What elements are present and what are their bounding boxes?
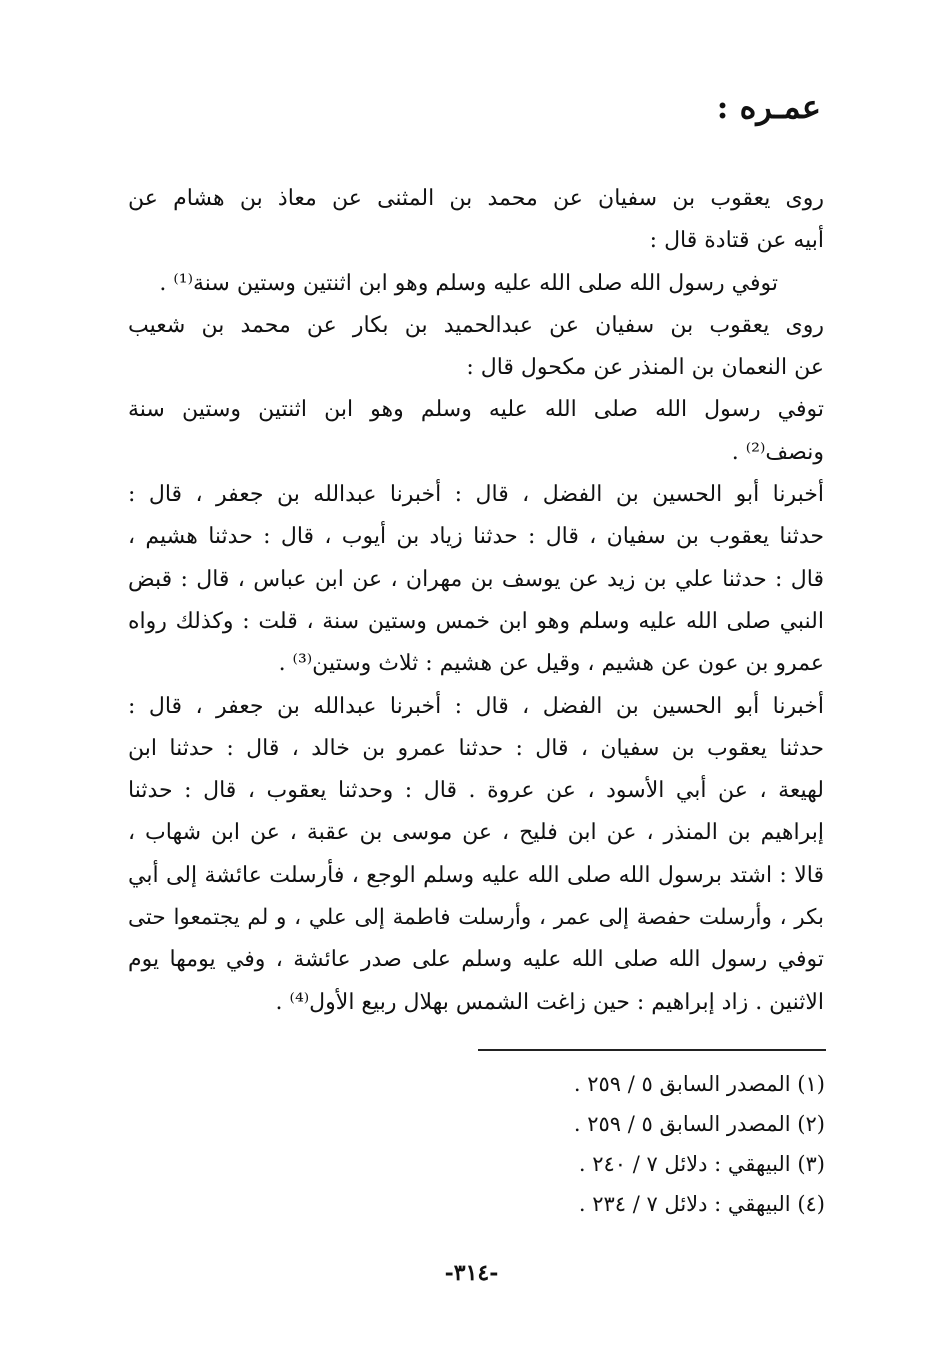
footnote-item: (٣) البيهقي : دلائل ٧ / ٢٤٠ . (578, 1152, 825, 1176)
section-heading: عمـره : (716, 88, 821, 126)
text-line: أخبرنا أبو الحسين بن الفضل ، قال : أخبرنا عبدالله بن جعفر ، قال : (128, 693, 824, 719)
main-text (128, 178, 824, 1024)
footnote-item: (٤) البيهقي : دلائل ٧ / ٢٣٤ . (578, 1192, 825, 1216)
text-line: أخبرنا أبو الحسين بن الفضل ، قال : أخبرنا عبدالله بن جعفر ، قال : (128, 482, 824, 508)
text-line: قالا : اشتد برسول الله صلى الله عليه وسلم الوجع ، فأرسلت عائشة إلى أبي (128, 862, 824, 888)
text-line: الاثنين . زاد إبراهيم : حين زاغت الشمس بهلال ربيع الأول⁽⁴⁾ . (275, 989, 824, 1015)
footnotes (574, 1064, 825, 1224)
text-line: إبراهيم بن المنذر ، عن ابن فليح ، عن موسى بن عقبة ، عن ابن شهاب ، (128, 820, 824, 846)
text-line: توفي رسول الله صلى الله عليه وسلم وهو ابن اثنتين وستين سنة (128, 397, 824, 423)
text-line: روى يعقوب بن سفيان عن محمد بن المثنى عن معاذ بن هشام عن (128, 186, 824, 211)
text-line: بكر ، وأرسلت حفصة إلى عمر ، وأرسلت فاطمة إلى علي ، و لم يجتمعوا حتى (128, 905, 824, 931)
text-line: عن النعمان بن المنذر عن مكحول قال : (466, 355, 824, 381)
text-line: توفي رسول الله صلى الله عليه وسلم على صدر عائشة ، وفي يومها يوم (128, 947, 824, 973)
text-line: توفي رسول الله صلى الله عليه وسلم وهو ابن اثنتين وستين سنة⁽¹⁾ . (159, 270, 778, 296)
text-line: قال : حدثنا علي بن زيد عن يوسف بن مهران ، عن ابن عباس ، قال : قبض (128, 566, 824, 592)
page-number: -٣١٤- (444, 1260, 499, 1286)
text-line: ونصف⁽²⁾ . (731, 439, 824, 465)
text-line: النبي صلى الله عليه وسلم وهو ابن خمس وستين سنة ، قلت : وكذلك رواه (128, 608, 824, 634)
text-line: أبيه عن قتادة قال : (649, 228, 824, 254)
footnote-item: (٢) المصدر السابق ٥ / ٢٥٩ . (573, 1112, 825, 1136)
text-line: حدثنا يعقوب بن سفيان ، قال : حدثنا عمرو بن خالد ، قال : حدثنا ابن (128, 735, 824, 761)
text-line: حدثنا يعقوب بن سفيان ، قال : حدثنا زياد بن أيوب ، قال : حدثنا هشيم ، (128, 524, 824, 550)
text-line: لهيعة ، عن أبي الأسود ، عن عروة . قال : وحدثنا يعقوب ، قال : حدثنا (128, 778, 824, 804)
text-line: روى يعقوب بن سفيان عن عبدالحميد بن بكار عن محمد بن شعيب (128, 312, 824, 338)
footnote-item: (١) المصدر السابق ٥ / ٢٥٩ . (573, 1072, 825, 1096)
text-line: عمرو بن عون عن هشيم ، وقيل عن هشيم : ثلاث وستين⁽³⁾ . (278, 651, 824, 677)
footnote-divider (478, 1049, 826, 1051)
